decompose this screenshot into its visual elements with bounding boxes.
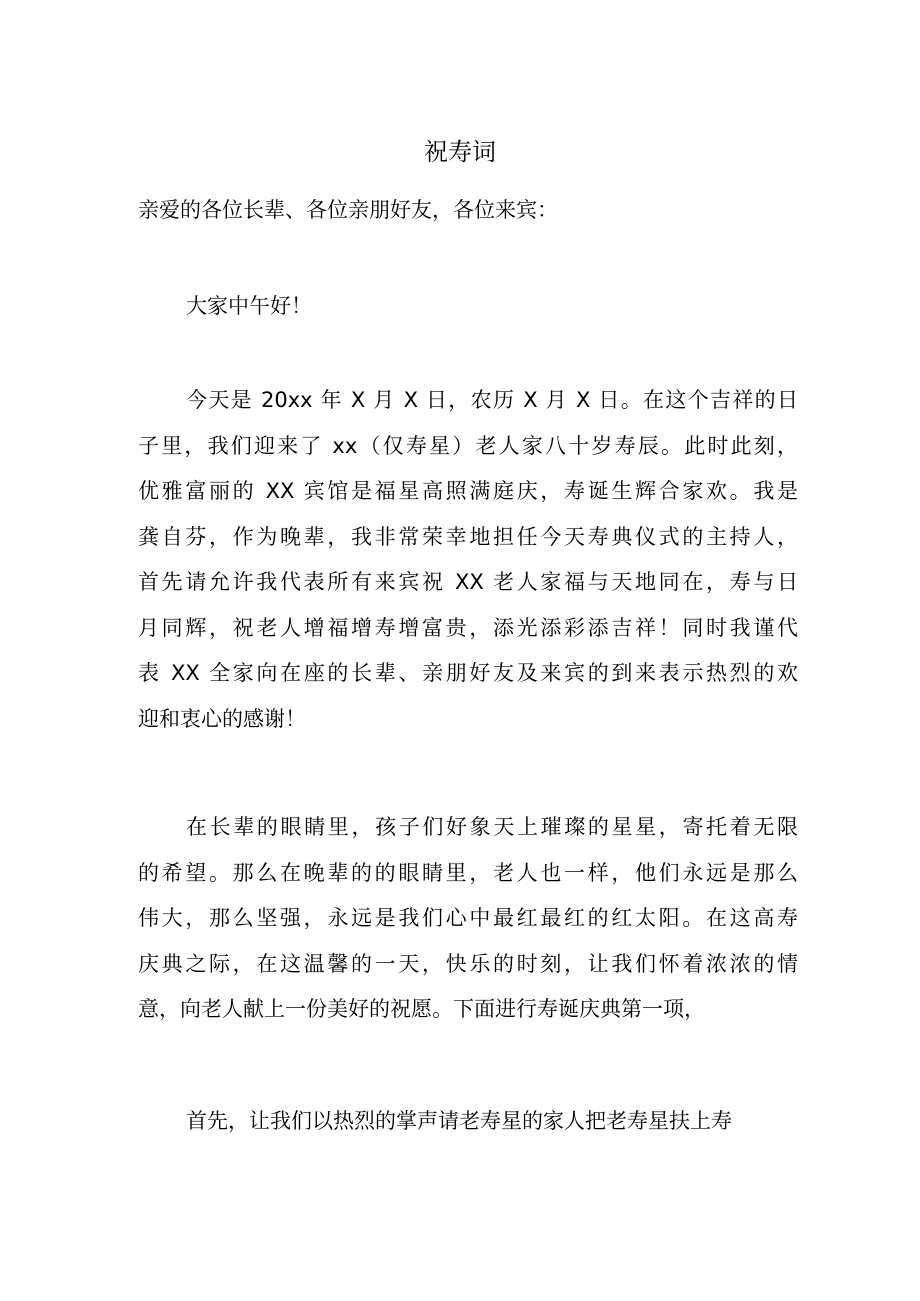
paragraph-line: 在长辈的眼睛里，孩子们好象天上璀璨的星星，寄托着无限 [186, 815, 798, 839]
paragraph-line: 庆典之际，在这温馨的一天，快乐的时刻，让我们怀着浓浓的情 [138, 951, 798, 976]
paragraph-line: 大家中午好！ [186, 294, 312, 318]
paragraph-line: 龚自芬，作为晚辈，我非常荣幸地担任今天寿典仪式的主持人， [138, 524, 798, 549]
paragraph-2 [138, 378, 798, 742]
paragraph-1 [138, 284, 798, 330]
paragraph-line: 意，向老人献上一份美好的祝愿。下面进行寿诞庆典第一项， [138, 997, 705, 1021]
paragraph-line: 今天是 20xx 年 X 月 X 日，农历 X 月 X 日。在这个吉祥的日 [186, 388, 798, 412]
paragraph-line: 首先，让我们以热烈的掌声请老寿星的家人把老寿星扶上寿 [186, 1109, 732, 1133]
paragraph-line: 表 XX 全家向在座的长辈、亲朋好友及来宾的到来表示热烈的欢 [138, 661, 798, 685]
paragraph-line: 的希望。那么在晚辈的的眼睛里，老人也一样，他们永远是那么 [138, 860, 798, 885]
paragraph-line: 迎和衷心的感谢！ [138, 706, 306, 731]
paragraph-3 [138, 805, 798, 1033]
paragraph-line: 子里，我们迎来了 xx（仅寿星）老人家八十岁寿辰。此时此刻， [138, 433, 798, 458]
paragraph-4 [138, 1099, 798, 1145]
paragraph-line: 优雅富丽的 XX 宾馆是福星高照满庭庆，寿诞生辉合家欢。我是 [138, 479, 798, 503]
paragraph-line: 月同辉，祝老人增福增寿增富贵，添光添彩添吉祥！同时我谨代 [138, 615, 798, 640]
document-title: 祝寿词 [424, 138, 496, 166]
paragraph-line: 伟大，那么坚强，永远是我们心中最红最红的红太阳。在这高寿 [138, 906, 798, 930]
greeting-line: 亲爱的各位长辈、各位亲朋好友，各位来宾： [138, 198, 558, 222]
paragraph-line: 首先请允许我代表所有来宾祝 XX 老人家福与天地同在，寿与日 [138, 570, 798, 594]
